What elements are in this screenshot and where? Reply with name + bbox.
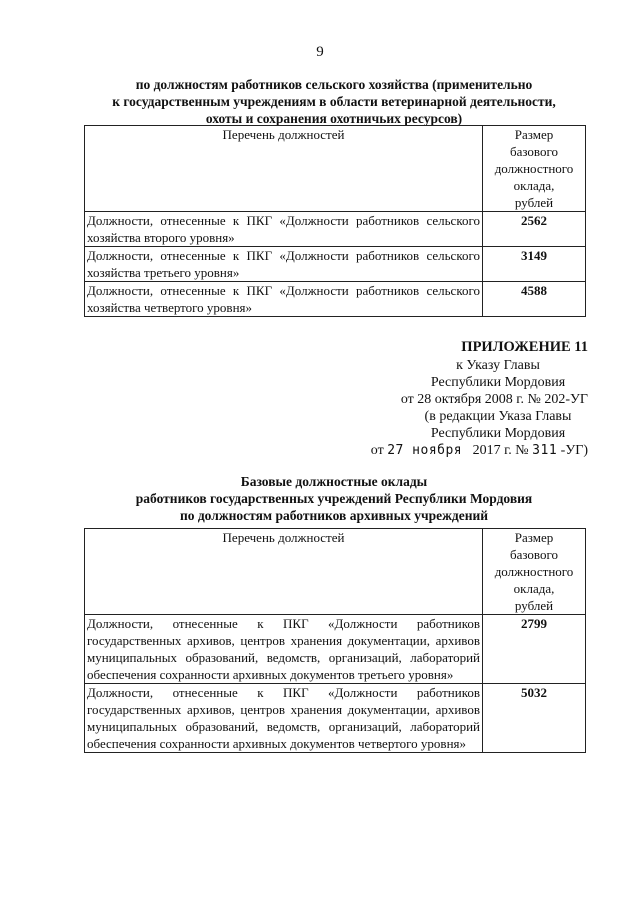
salary-cell: 2562 [483, 212, 586, 247]
annex-line: от 28 октября 2008 г. № 202-УГ [400, 392, 588, 407]
annex-line: (в редакции Указа Главы [424, 409, 572, 424]
heading-line: по должностям работников архивных учреждений [179, 508, 489, 523]
salary-cell: 2799 [483, 615, 586, 684]
heading-line: к государственным учреждениям в области ветеринарной деятельности, [112, 94, 556, 109]
amendment-number: 311 [532, 443, 558, 458]
table-row [85, 212, 586, 247]
table-row [85, 684, 586, 753]
amendment-suffix: -УГ) [560, 443, 588, 458]
position-cell: Должности, отнесенные к ПКГ «Должности работников сельского хозяйства второго уровня» [85, 212, 483, 247]
column-header-salary: Размер базового должностного оклада, рублей [483, 126, 586, 212]
amendment-prefix: от [370, 443, 384, 458]
table-header-row [85, 529, 586, 615]
salary-table-archives [84, 528, 586, 753]
annex-block [348, 339, 588, 459]
table-row [85, 247, 586, 282]
section1-heading [80, 76, 588, 127]
table-row [85, 615, 586, 684]
column-header-positions: Перечень должностей [85, 126, 483, 212]
position-cell: Должности, отнесенные к ПКГ «Должности работников сельского хозяйства четвертого уровня» [85, 282, 483, 317]
annex-title: ПРИЛОЖЕНИЕ 11 [461, 339, 588, 355]
table-row [85, 282, 586, 317]
position-cell: Должности, отнесенные к ПКГ «Должности работников сельского хозяйства третьего уровня» [85, 247, 483, 282]
position-cell: Должности, отнесенные к ПКГ «Должности работников государственных архивов, центров хранения документации, архивов муниципальных образований, ведомств, организаций, лабораторий обеспечения сохранности архивных документов четвертого уровня» [85, 684, 483, 753]
heading-line: охоты и сохранения охотничьих ресурсов) [205, 111, 463, 126]
salary-cell: 5032 [483, 684, 586, 753]
position-cell: Должности, отнесенные к ПКГ «Должности работников государственных архивов, центров хранения документации, архивов муниципальных образований, ведомств, организаций, лабораторий обеспечения сохранности архивных документов третьего уровня» [85, 615, 483, 684]
heading-line: Базовые должностные оклады [240, 474, 428, 489]
column-header-salary: Размер базового должностного оклада, рублей [483, 529, 586, 615]
annex-line: Республики Мордовия [430, 375, 566, 390]
section2-heading [80, 473, 588, 524]
column-header-positions: Перечень должностей [85, 529, 483, 615]
table-header-row [85, 126, 586, 212]
annex-line: Республики Мордовия [430, 426, 566, 441]
amendment-year: 2017 г. № [472, 443, 529, 458]
salary-table-agriculture [84, 125, 586, 317]
annex-line: к Указу Главы [456, 358, 540, 373]
annex-amendment-line [348, 442, 588, 459]
heading-line: по должностям работников сельского хозяйства (применительно [135, 77, 533, 92]
salary-cell: 4588 [483, 282, 586, 317]
heading-line: работников государственных учреждений Республики Мордовия [135, 491, 533, 506]
amendment-date: 27 ноября [387, 443, 463, 458]
salary-cell: 3149 [483, 247, 586, 282]
page-number: 9 [316, 44, 324, 60]
